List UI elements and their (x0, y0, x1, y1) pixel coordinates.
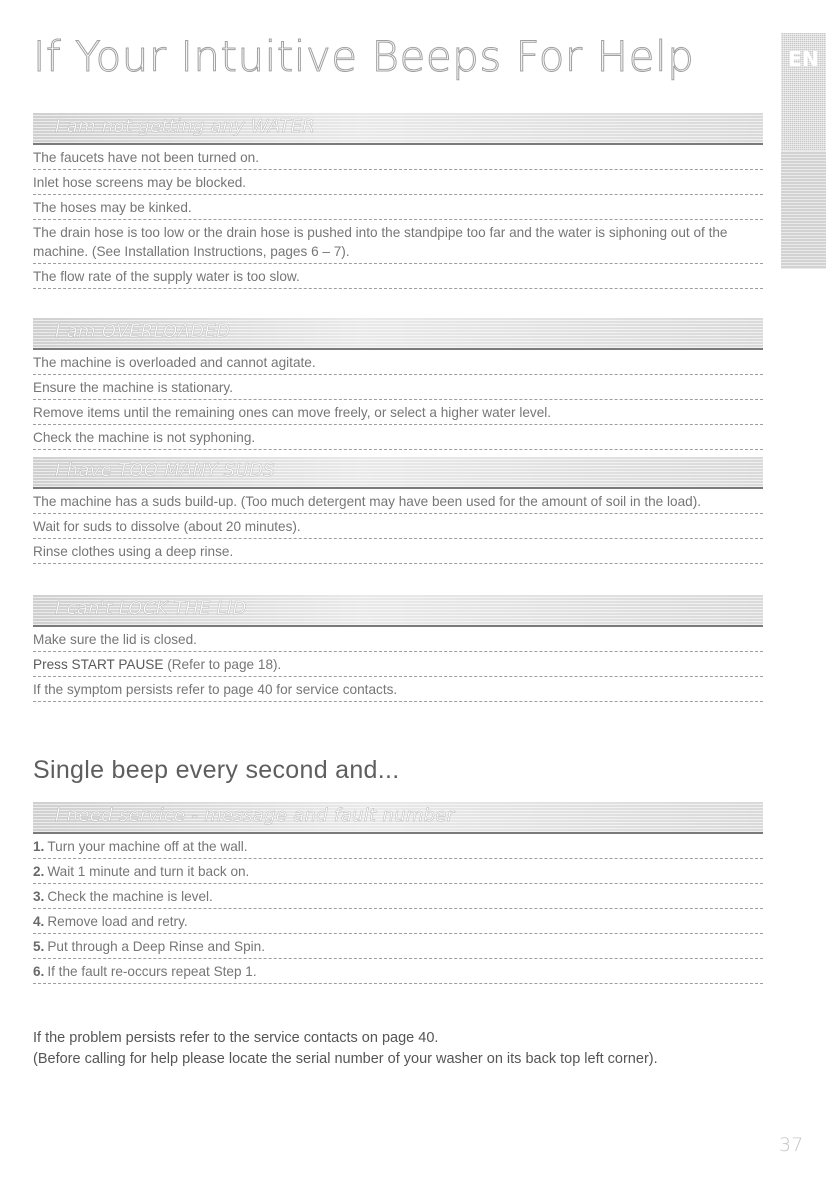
step-item (33, 909, 763, 934)
step-number: 4. (33, 914, 45, 929)
section-title: I have TOO MANY SUDS (55, 460, 275, 481)
troubleshoot-list (33, 145, 763, 289)
footer-note (33, 1028, 803, 1070)
troubleshoot-list (33, 627, 763, 702)
troubleshoot-list (33, 350, 763, 450)
step-number: 6. (33, 964, 45, 979)
instruction-note: (Refer to page 18). (163, 657, 282, 672)
section-header-bar (33, 802, 763, 834)
list-item: Rinse clothes using a deep rinse. (33, 539, 763, 564)
list-item: Inlet hose screens may be blocked. (33, 170, 763, 195)
list-item: The machine is overloaded and cannot agitate. (33, 350, 763, 375)
troubleshoot-list (33, 489, 763, 564)
key-instruction: Press START PAUSE (33, 657, 164, 672)
step-item (33, 934, 763, 959)
section-no-water (33, 113, 763, 289)
footer-line: (Before calling for help please locate the serial number of your washer on its back top left corner). (33, 1051, 658, 1067)
step-text: If the fault re-occurs repeat Step 1. (47, 964, 257, 979)
step-text: Turn your machine off at the wall. (47, 839, 248, 854)
section-title: I can't LOCK THE LID (55, 598, 247, 619)
section-header-bar (33, 595, 763, 627)
list-item: If the symptom persists refer to page 40 for service contacts. (33, 677, 763, 702)
section-need-service (33, 802, 763, 984)
step-text: Check the machine is level. (47, 889, 213, 904)
section-title: I am not getting any WATER (55, 116, 316, 137)
step-text: Remove load and retry. (47, 914, 188, 929)
section-title: I am OVERLOADED (55, 321, 231, 342)
step-number: 2. (33, 864, 45, 879)
section-header-bar (33, 113, 763, 145)
step-number: 5. (33, 939, 45, 954)
list-item: The flow rate of the supply water is too slow. (33, 264, 763, 289)
list-item: The hoses may be kinked. (33, 195, 763, 220)
section-header-bar (33, 318, 763, 350)
single-beep-heading: Single beep every second and... (33, 756, 400, 784)
step-item (33, 859, 763, 884)
step-number: 1. (33, 839, 45, 854)
step-number: 3. (33, 889, 45, 904)
step-item (33, 834, 763, 859)
list-item: Remove items until the remaining ones can move freely, or select a higher water level. (33, 400, 763, 425)
service-steps-list (33, 834, 763, 984)
list-item: Make sure the lid is closed. (33, 627, 763, 652)
list-item: Ensure the machine is stationary. (33, 375, 763, 400)
language-tab-label: EN (788, 47, 819, 71)
list-item (33, 652, 763, 677)
step-text: Wait 1 minute and turn it back on. (47, 864, 250, 879)
step-item (33, 884, 763, 909)
section-lock-lid (33, 595, 763, 702)
language-tab (781, 33, 826, 269)
list-item: Check the machine is not syphoning. (33, 425, 763, 450)
page-number: 37 (779, 1134, 804, 1156)
page-title: If Your Intuitive Beeps For Help (33, 32, 695, 81)
section-overloaded (33, 318, 763, 450)
footer-line: If the problem persists refer to the service contacts on page 40. (33, 1030, 439, 1046)
section-header-bar (33, 457, 763, 489)
list-item: The faucets have not been turned on. (33, 145, 763, 170)
list-item: The drain hose is too low or the drain hose is pushed into the standpipe too far and the water is siphoning out of the machine. (See Installation Instructions, pages 6 – 7). (33, 220, 763, 264)
list-item: Wait for suds to dissolve (about 20 minutes). (33, 514, 763, 539)
list-item: The machine has a suds build-up. (Too much detergent may have been used for the amount of soil in the load). (33, 489, 763, 514)
step-text: Put through a Deep Rinse and Spin. (47, 939, 265, 954)
step-item (33, 959, 763, 984)
section-too-many-suds (33, 457, 763, 564)
section-title: I need service - message and fault number (55, 805, 455, 826)
